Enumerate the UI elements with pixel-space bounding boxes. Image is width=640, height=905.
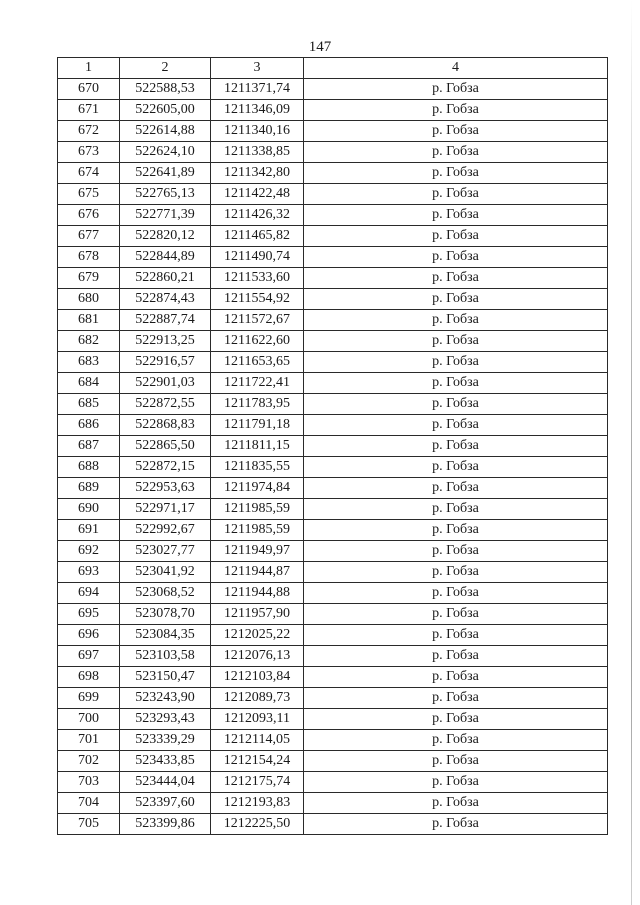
table-row bbox=[58, 772, 608, 793]
description-cell: р. Гобза bbox=[304, 121, 608, 142]
description-cell: р. Гобза bbox=[304, 373, 608, 394]
description-cell: р. Гобза bbox=[304, 499, 608, 520]
y-coordinate-cell: 1212076,13 bbox=[211, 646, 304, 667]
description-cell: р. Гобза bbox=[304, 793, 608, 814]
y-coordinate-cell: 1212093,11 bbox=[211, 709, 304, 730]
coordinates-table bbox=[57, 57, 608, 835]
x-coordinate-cell: 523243,90 bbox=[120, 688, 211, 709]
x-coordinate-cell: 522624,10 bbox=[120, 142, 211, 163]
point-number-cell: 675 bbox=[58, 184, 120, 205]
point-number-cell: 678 bbox=[58, 247, 120, 268]
scan-edge-shadow bbox=[631, 0, 632, 905]
x-coordinate-cell: 522916,57 bbox=[120, 352, 211, 373]
point-number-cell: 676 bbox=[58, 205, 120, 226]
y-coordinate-cell: 1212225,50 bbox=[211, 814, 304, 835]
x-coordinate-cell: 523078,70 bbox=[120, 604, 211, 625]
y-coordinate-cell: 1211783,95 bbox=[211, 394, 304, 415]
description-cell: р. Гобза bbox=[304, 352, 608, 373]
table-row bbox=[58, 499, 608, 520]
y-coordinate-cell: 1212193,83 bbox=[211, 793, 304, 814]
description-cell: р. Гобза bbox=[304, 583, 608, 604]
table-row bbox=[58, 583, 608, 604]
y-coordinate-cell: 1211653,65 bbox=[211, 352, 304, 373]
table-row bbox=[58, 163, 608, 184]
point-number-cell: 680 bbox=[58, 289, 120, 310]
y-coordinate-cell: 1211622,60 bbox=[211, 331, 304, 352]
description-cell: р. Гобза bbox=[304, 226, 608, 247]
x-coordinate-cell: 522868,83 bbox=[120, 415, 211, 436]
y-coordinate-cell: 1211465,82 bbox=[211, 226, 304, 247]
point-number-cell: 677 bbox=[58, 226, 120, 247]
description-cell: р. Гобза bbox=[304, 751, 608, 772]
point-number-cell: 673 bbox=[58, 142, 120, 163]
x-coordinate-cell: 523068,52 bbox=[120, 583, 211, 604]
table-row bbox=[58, 310, 608, 331]
table-row bbox=[58, 709, 608, 730]
table-row bbox=[58, 121, 608, 142]
point-number-cell: 671 bbox=[58, 100, 120, 121]
x-coordinate-cell: 522820,12 bbox=[120, 226, 211, 247]
table-row bbox=[58, 520, 608, 541]
x-coordinate-cell: 522971,17 bbox=[120, 499, 211, 520]
point-number-cell: 698 bbox=[58, 667, 120, 688]
point-number-cell: 679 bbox=[58, 268, 120, 289]
y-coordinate-cell: 1211949,97 bbox=[211, 541, 304, 562]
table-row bbox=[58, 457, 608, 478]
table-row bbox=[58, 415, 608, 436]
description-cell: р. Гобза bbox=[304, 289, 608, 310]
point-number-cell: 704 bbox=[58, 793, 120, 814]
description-cell: р. Гобза bbox=[304, 604, 608, 625]
point-number-cell: 701 bbox=[58, 730, 120, 751]
y-coordinate-cell: 1211338,85 bbox=[211, 142, 304, 163]
y-coordinate-cell: 1211722,41 bbox=[211, 373, 304, 394]
table-row bbox=[58, 730, 608, 751]
table-row bbox=[58, 184, 608, 205]
table-row bbox=[58, 814, 608, 835]
x-coordinate-cell: 522588,53 bbox=[120, 79, 211, 100]
description-cell: р. Гобза bbox=[304, 142, 608, 163]
table-row bbox=[58, 331, 608, 352]
description-cell: р. Гобза bbox=[304, 310, 608, 331]
description-cell: р. Гобза bbox=[304, 520, 608, 541]
page-number: 147 bbox=[308, 39, 332, 55]
table-row bbox=[58, 79, 608, 100]
y-coordinate-cell: 1211944,88 bbox=[211, 583, 304, 604]
table-row bbox=[58, 373, 608, 394]
table-row bbox=[58, 394, 608, 415]
x-coordinate-cell: 522992,67 bbox=[120, 520, 211, 541]
x-coordinate-cell: 523041,92 bbox=[120, 562, 211, 583]
point-number-cell: 681 bbox=[58, 310, 120, 331]
point-number-cell: 705 bbox=[58, 814, 120, 835]
y-coordinate-cell: 1211791,18 bbox=[211, 415, 304, 436]
x-coordinate-cell: 523397,60 bbox=[120, 793, 211, 814]
x-coordinate-cell: 523399,86 bbox=[120, 814, 211, 835]
y-coordinate-cell: 1211490,74 bbox=[211, 247, 304, 268]
table-row bbox=[58, 100, 608, 121]
x-coordinate-cell: 522860,21 bbox=[120, 268, 211, 289]
table-row bbox=[58, 478, 608, 499]
y-coordinate-cell: 1212025,22 bbox=[211, 625, 304, 646]
y-coordinate-cell: 1212154,24 bbox=[211, 751, 304, 772]
table-header bbox=[58, 58, 608, 79]
description-cell: р. Гобза bbox=[304, 79, 608, 100]
x-coordinate-cell: 522605,00 bbox=[120, 100, 211, 121]
point-number-cell: 702 bbox=[58, 751, 120, 772]
x-coordinate-cell: 522872,55 bbox=[120, 394, 211, 415]
y-coordinate-cell: 1211426,32 bbox=[211, 205, 304, 226]
x-coordinate-cell: 522953,63 bbox=[120, 478, 211, 499]
header-y-coordinate: 3 bbox=[211, 58, 304, 79]
table-row bbox=[58, 247, 608, 268]
point-number-cell: 672 bbox=[58, 121, 120, 142]
description-cell: р. Гобза bbox=[304, 730, 608, 751]
point-number-cell: 703 bbox=[58, 772, 120, 793]
description-cell: р. Гобза bbox=[304, 457, 608, 478]
y-coordinate-cell: 1212103,84 bbox=[211, 667, 304, 688]
y-coordinate-cell: 1211985,59 bbox=[211, 499, 304, 520]
point-number-cell: 700 bbox=[58, 709, 120, 730]
description-cell: р. Гобза bbox=[304, 184, 608, 205]
point-number-cell: 689 bbox=[58, 478, 120, 499]
y-coordinate-cell: 1211811,15 bbox=[211, 436, 304, 457]
description-cell: р. Гобза bbox=[304, 646, 608, 667]
point-number-cell: 690 bbox=[58, 499, 120, 520]
description-cell: р. Гобза bbox=[304, 247, 608, 268]
table-row bbox=[58, 541, 608, 562]
table-row bbox=[58, 793, 608, 814]
description-cell: р. Гобза bbox=[304, 478, 608, 499]
y-coordinate-cell: 1211957,90 bbox=[211, 604, 304, 625]
point-number-cell: 695 bbox=[58, 604, 120, 625]
y-coordinate-cell: 1212114,05 bbox=[211, 730, 304, 751]
x-coordinate-cell: 523084,35 bbox=[120, 625, 211, 646]
x-coordinate-cell: 522874,43 bbox=[120, 289, 211, 310]
table-row bbox=[58, 667, 608, 688]
table-row bbox=[58, 562, 608, 583]
x-coordinate-cell: 523444,04 bbox=[120, 772, 211, 793]
point-number-cell: 687 bbox=[58, 436, 120, 457]
table-row bbox=[58, 625, 608, 646]
point-number-cell: 674 bbox=[58, 163, 120, 184]
description-cell: р. Гобза bbox=[304, 814, 608, 835]
table-row bbox=[58, 289, 608, 310]
x-coordinate-cell: 523433,85 bbox=[120, 751, 211, 772]
x-coordinate-cell: 522771,39 bbox=[120, 205, 211, 226]
description-cell: р. Гобза bbox=[304, 268, 608, 289]
table-row bbox=[58, 226, 608, 247]
table-row bbox=[58, 436, 608, 457]
y-coordinate-cell: 1211422,48 bbox=[211, 184, 304, 205]
x-coordinate-cell: 522887,74 bbox=[120, 310, 211, 331]
y-coordinate-cell: 1211554,92 bbox=[211, 289, 304, 310]
x-coordinate-cell: 522614,88 bbox=[120, 121, 211, 142]
description-cell: р. Гобза bbox=[304, 163, 608, 184]
description-cell: р. Гобза bbox=[304, 688, 608, 709]
y-coordinate-cell: 1211974,84 bbox=[211, 478, 304, 499]
x-coordinate-cell: 522913,25 bbox=[120, 331, 211, 352]
point-number-cell: 670 bbox=[58, 79, 120, 100]
description-cell: р. Гобза bbox=[304, 415, 608, 436]
y-coordinate-cell: 1211340,16 bbox=[211, 121, 304, 142]
y-coordinate-cell: 1211342,80 bbox=[211, 163, 304, 184]
table-body bbox=[58, 79, 608, 835]
x-coordinate-cell: 522901,03 bbox=[120, 373, 211, 394]
header-row bbox=[58, 58, 608, 79]
header-description: 4 bbox=[304, 58, 608, 79]
description-cell: р. Гобза bbox=[304, 100, 608, 121]
x-coordinate-cell: 522872,15 bbox=[120, 457, 211, 478]
table-row bbox=[58, 268, 608, 289]
point-number-cell: 696 bbox=[58, 625, 120, 646]
x-coordinate-cell: 523103,58 bbox=[120, 646, 211, 667]
table-row bbox=[58, 688, 608, 709]
point-number-cell: 693 bbox=[58, 562, 120, 583]
description-cell: р. Гобза bbox=[304, 205, 608, 226]
description-cell: р. Гобза bbox=[304, 772, 608, 793]
point-number-cell: 688 bbox=[58, 457, 120, 478]
point-number-cell: 683 bbox=[58, 352, 120, 373]
description-cell: р. Гобза bbox=[304, 625, 608, 646]
table-row bbox=[58, 205, 608, 226]
point-number-cell: 682 bbox=[58, 331, 120, 352]
point-number-cell: 694 bbox=[58, 583, 120, 604]
x-coordinate-cell: 522865,50 bbox=[120, 436, 211, 457]
description-cell: р. Гобза bbox=[304, 541, 608, 562]
table-row bbox=[58, 352, 608, 373]
y-coordinate-cell: 1211985,59 bbox=[211, 520, 304, 541]
y-coordinate-cell: 1211944,87 bbox=[211, 562, 304, 583]
x-coordinate-cell: 522765,13 bbox=[120, 184, 211, 205]
description-cell: р. Гобза bbox=[304, 562, 608, 583]
description-cell: р. Гобза bbox=[304, 667, 608, 688]
table-row bbox=[58, 142, 608, 163]
y-coordinate-cell: 1211835,55 bbox=[211, 457, 304, 478]
x-coordinate-cell: 523027,77 bbox=[120, 541, 211, 562]
description-cell: р. Гобза bbox=[304, 394, 608, 415]
point-number-cell: 685 bbox=[58, 394, 120, 415]
x-coordinate-cell: 523150,47 bbox=[120, 667, 211, 688]
table-row bbox=[58, 646, 608, 667]
x-coordinate-cell: 522641,89 bbox=[120, 163, 211, 184]
point-number-cell: 697 bbox=[58, 646, 120, 667]
point-number-cell: 686 bbox=[58, 415, 120, 436]
point-number-cell: 684 bbox=[58, 373, 120, 394]
point-number-cell: 699 bbox=[58, 688, 120, 709]
description-cell: р. Гобза bbox=[304, 436, 608, 457]
description-cell: р. Гобза bbox=[304, 331, 608, 352]
table-row bbox=[58, 604, 608, 625]
y-coordinate-cell: 1211533,60 bbox=[211, 268, 304, 289]
x-coordinate-cell: 523293,43 bbox=[120, 709, 211, 730]
y-coordinate-cell: 1212089,73 bbox=[211, 688, 304, 709]
y-coordinate-cell: 1211346,09 bbox=[211, 100, 304, 121]
table-row bbox=[58, 751, 608, 772]
point-number-cell: 691 bbox=[58, 520, 120, 541]
header-x-coordinate: 2 bbox=[120, 58, 211, 79]
header-point-number: 1 bbox=[58, 58, 120, 79]
y-coordinate-cell: 1211572,67 bbox=[211, 310, 304, 331]
x-coordinate-cell: 522844,89 bbox=[120, 247, 211, 268]
description-cell: р. Гобза bbox=[304, 709, 608, 730]
point-number-cell: 692 bbox=[58, 541, 120, 562]
y-coordinate-cell: 1211371,74 bbox=[211, 79, 304, 100]
x-coordinate-cell: 523339,29 bbox=[120, 730, 211, 751]
y-coordinate-cell: 1212175,74 bbox=[211, 772, 304, 793]
